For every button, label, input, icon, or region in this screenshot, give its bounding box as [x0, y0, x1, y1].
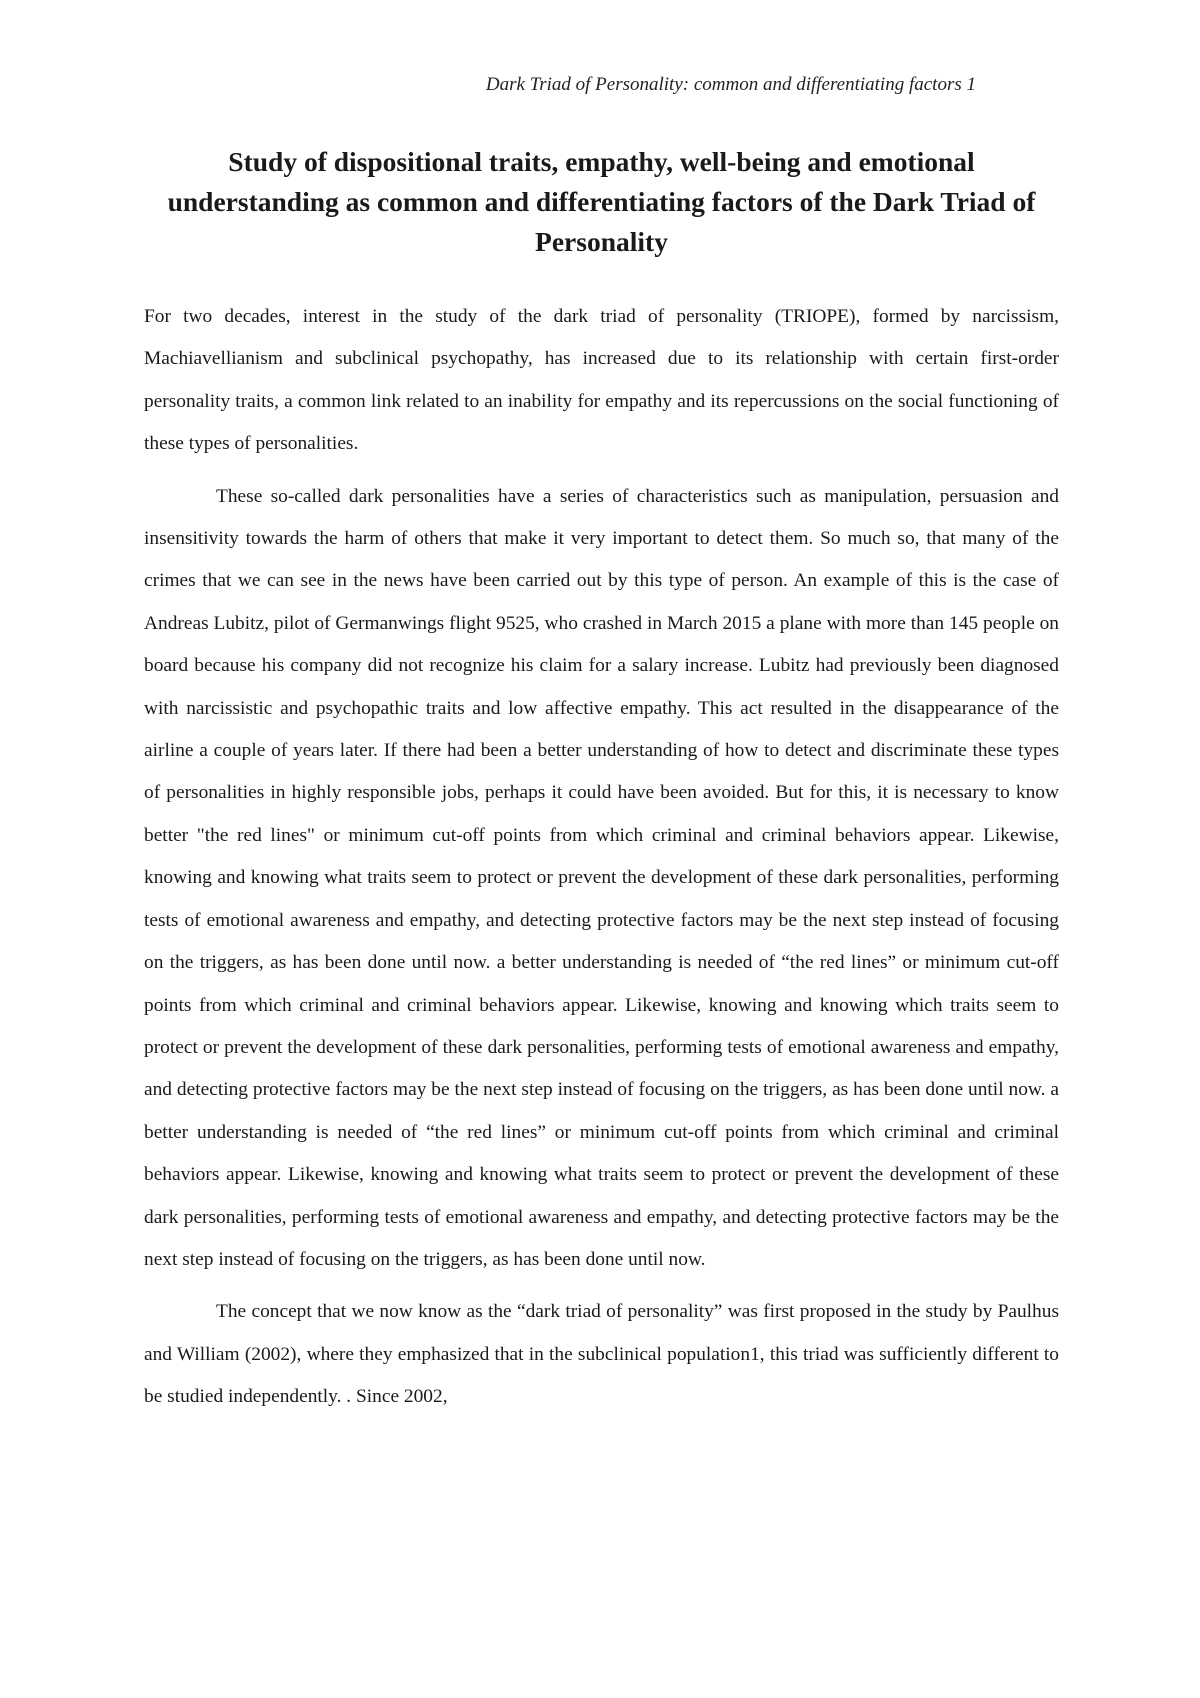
- paragraph-intro: For two decades, interest in the study of the dark triad of personality (TRIOPE), formed by narcissism, Machiavellianism and subclinical psychopathy, has increased due to its relationship with certain first-order personality traits, a common link related to an inability for empathy and its repercussions on the social functioning of these types of personalities.: [144, 306, 1059, 455]
- document-body: [144, 296, 1059, 1429]
- running-head: Dark Triad of Personality: common and differentiating factors 1: [485, 74, 976, 95]
- paragraph-dark-personalities: These so-called dark personalities have a series of characteristics such as manipulation, persuasion and insensitivity towards the harm of others that make it very important to detect them. So much so, that many of the crimes that we can see in the news have been carried out by this type of person. An example of this is the case of Andreas Lubitz, pilot of Germanwings flight 9525, who crashed in March 2015 a plane with more than 145 people on board because his company did not recognize his claim for a salary increase. Lubitz had previously been diagnosed with narcissistic and psychopathic traits and low affective empathy. This act resulted in the disappearance of the airline a couple of years later. If there had been a better understanding of how to detect and discriminate these types of personalities in highly responsible jobs, perhaps it could have been avoided. But for this, it is necessary to know better "the red lines" or minimum cut-off points from which criminal and criminal behaviors appear. Likewise, knowing and knowing what traits seem to protect or prevent the development of these dark personalities, performing tests of emotional awareness and empathy, and detecting protective factors may be the next step instead of focusing on the triggers, as has been done until now. a better understanding is needed of “the red lines” or minimum cut-off points from which criminal and criminal behaviors appear. Likewise, knowing and knowing which traits seem to protect or prevent the development of these dark personalities, performing tests of emotional awareness and empathy, and detecting protective factors may be the next step instead of focusing on the triggers, as has been done until now. a better understanding is needed of “the red lines” or minimum cut-off points from which criminal and criminal behaviors appear. Likewise, knowing and knowing what traits seem to protect or prevent the development of these dark personalities, performing tests of emotional awareness and empathy, and detecting protective factors may be the next step instead of focusing on the triggers, as has been done until now.: [144, 485, 1059, 1270]
- paragraph-concept: The concept that we now know as the “dark triad of personality” was first proposed in the study by Paulhus and William (2002), where they emphasized that in the subclinical population1, this triad was sufficiently different to be studied independently. . Since 2002,: [144, 1301, 1059, 1408]
- document-title: Study of dispositional traits, empathy, well-being and emotional understanding as common and differentiating factors of the Dark Triad of Personality: [167, 146, 1036, 257]
